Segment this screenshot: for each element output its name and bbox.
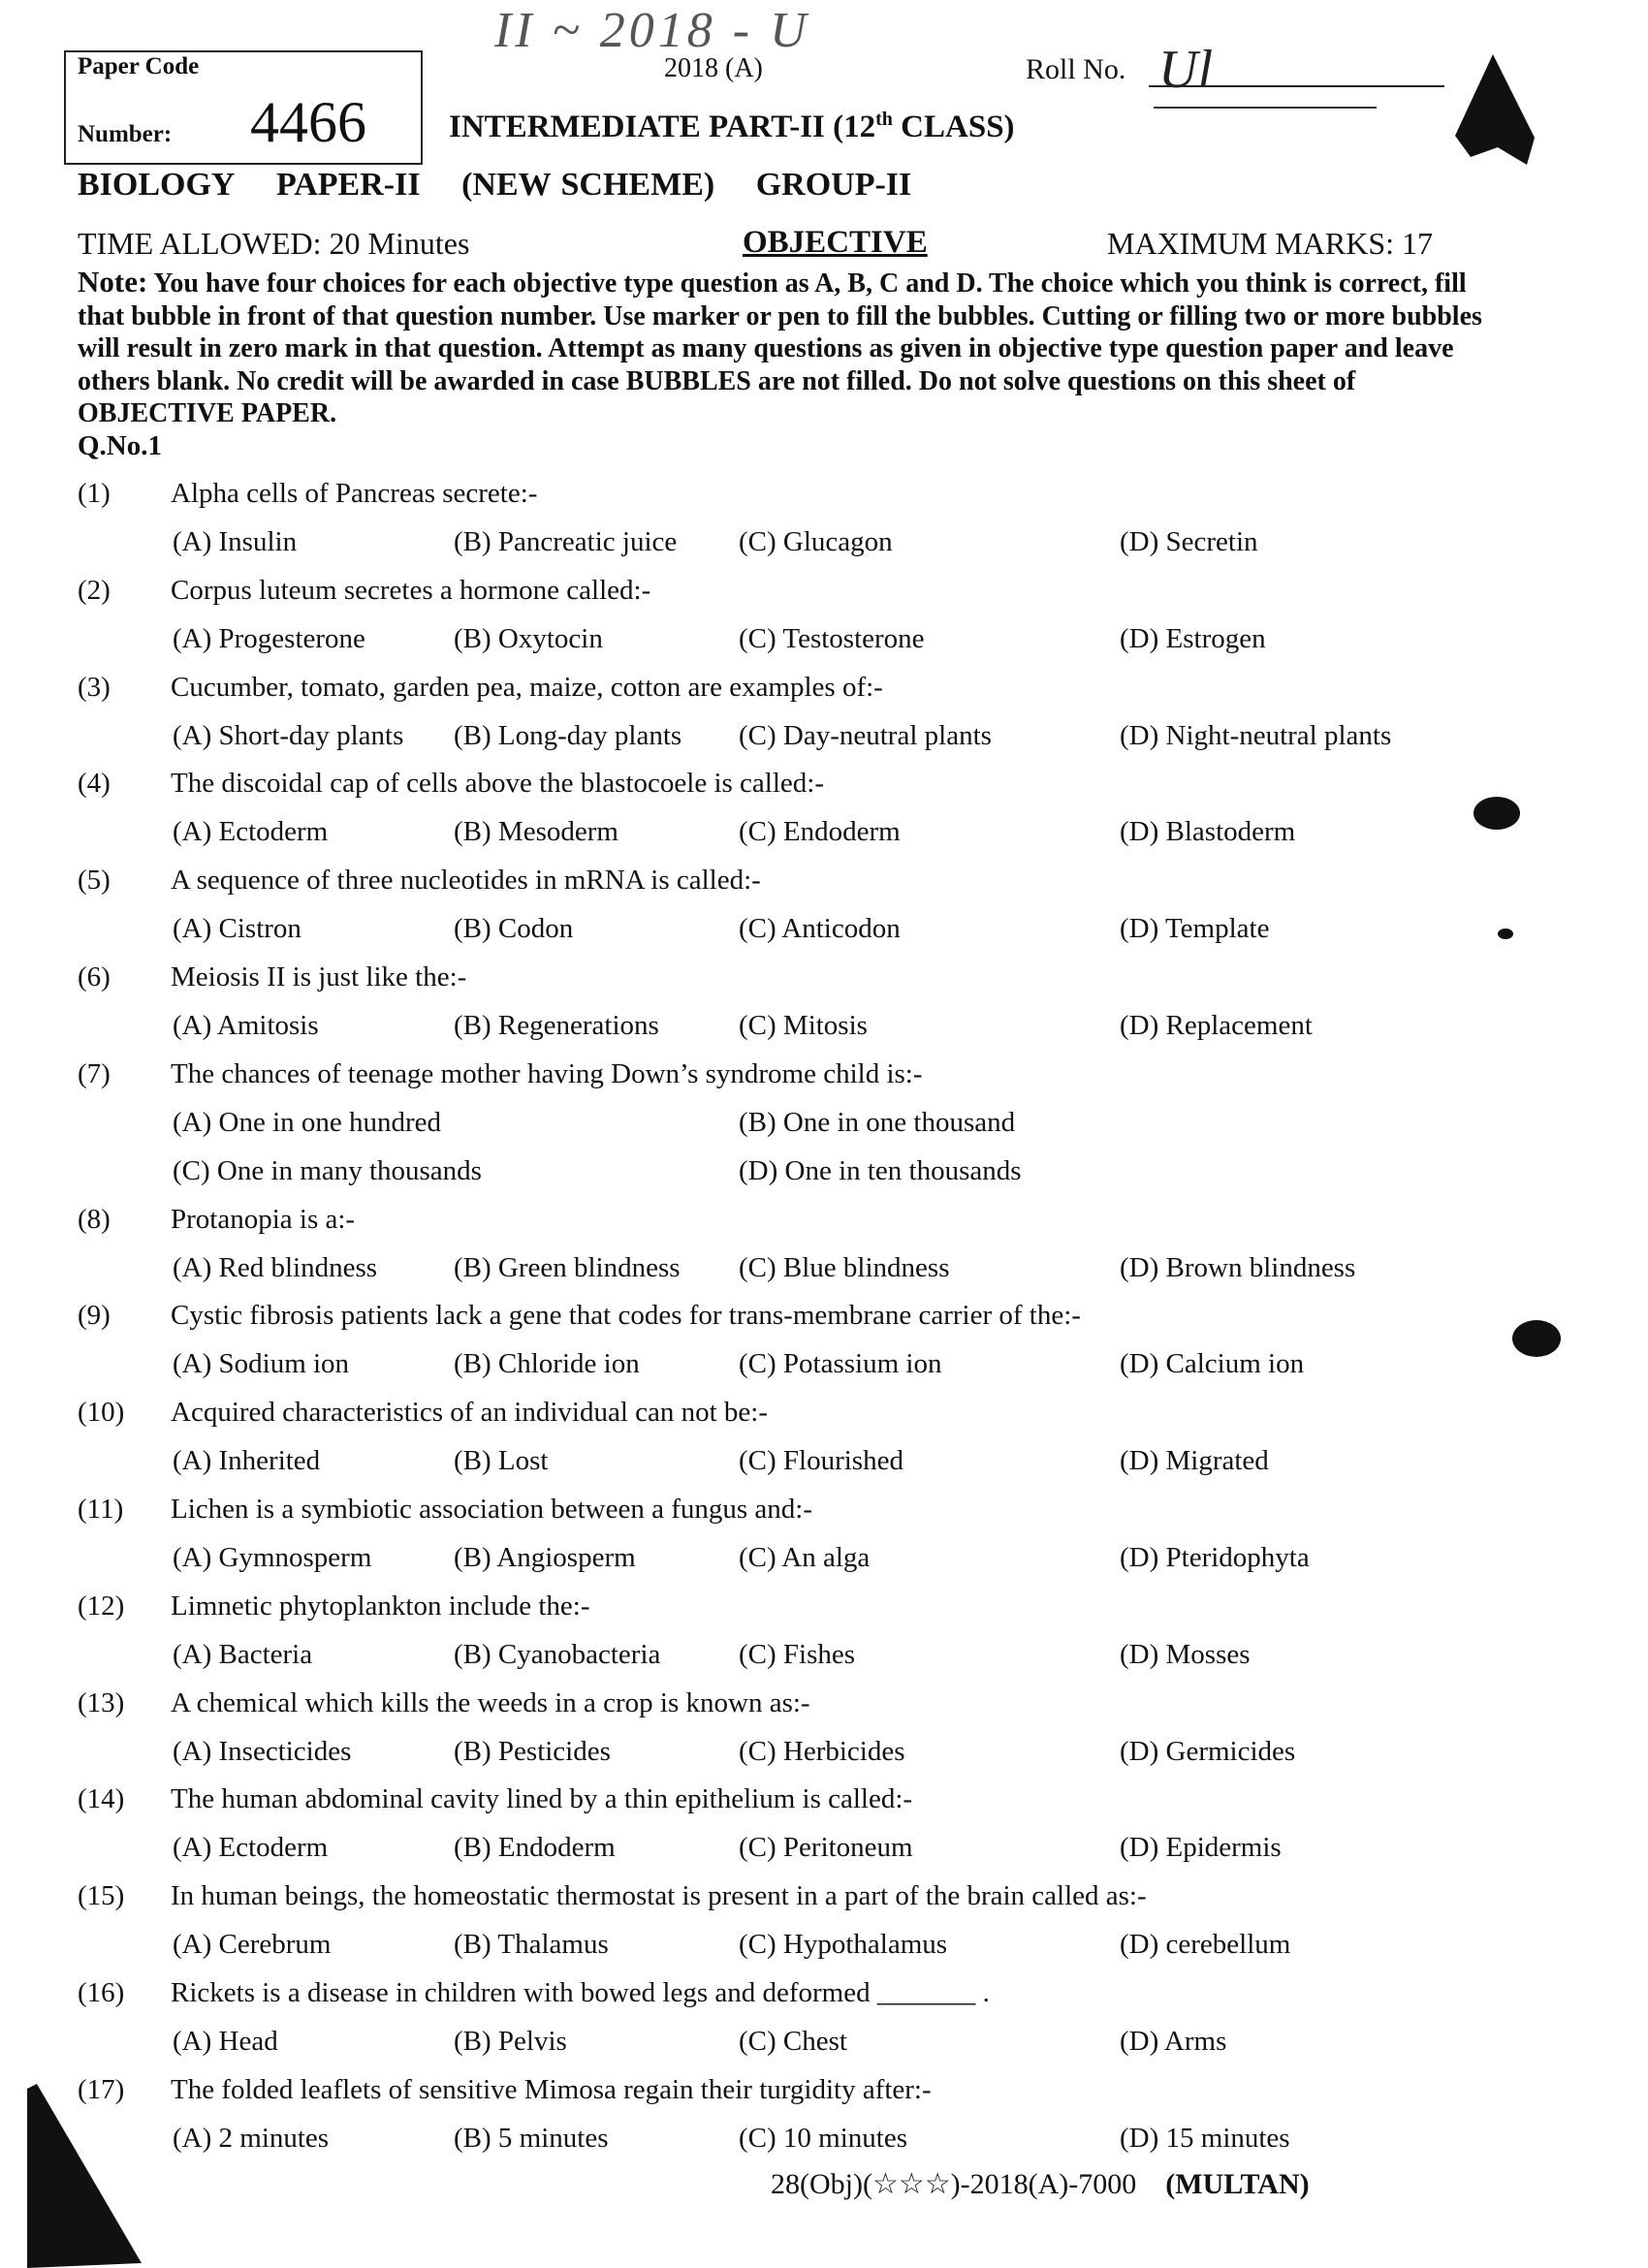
answer-option: (C) Glucagon — [739, 526, 893, 557]
answer-option: (B) Pancreatic juice — [454, 526, 678, 557]
answer-option: (D) Pteridophyta — [1120, 1542, 1310, 1573]
answer-option: (B) Lost — [454, 1445, 549, 1477]
question-text: Lichen is a symbiotic association between a fungus and:- — [171, 1494, 812, 1525]
question-number: (8) — [78, 1203, 111, 1235]
answer-option: (D) Blastoderm — [1120, 816, 1296, 848]
answer-option: (A) Cistron — [173, 913, 301, 945]
answer-option: (A) Insulin — [173, 526, 298, 557]
roll-number-handwritten: Ul — [1158, 40, 1213, 100]
roll-number-underline — [1154, 107, 1377, 109]
answer-option: (B) One in one thousand — [739, 1106, 1016, 1138]
footer — [771, 2167, 1310, 2201]
roll-number-line — [1149, 85, 1444, 87]
paper-code-label: Paper Code — [78, 53, 200, 79]
question-number: (12) — [78, 1590, 125, 1622]
number-label: Number: — [78, 121, 173, 147]
answer-option: (A) Head — [173, 2026, 278, 2057]
question-number: (10) — [78, 1397, 125, 1429]
answer-option: (C) Hypothalamus — [739, 1929, 948, 1961]
answer-option: (B) Thalamus — [454, 1929, 609, 1961]
answer-option: (D) Night-neutral plants — [1120, 719, 1392, 751]
answer-option: (B) Chloride ion — [454, 1348, 640, 1380]
subject-row — [78, 167, 942, 204]
answer-option: (B) Pesticides — [454, 1735, 611, 1767]
answer-option: (D) Template — [1120, 913, 1270, 945]
roll-number-label: Roll No. — [1026, 53, 1126, 85]
time-allowed: TIME ALLOWED: 20 Minutes — [78, 226, 470, 261]
answer-option: (A) Insecticides — [173, 1735, 352, 1767]
exam-title — [449, 109, 1015, 145]
ordinal-suffix: th — [875, 109, 893, 130]
answer-option: (C) Blue blindness — [739, 1251, 950, 1283]
answer-option: (D) Estrogen — [1120, 622, 1266, 654]
answer-option: (B) Regenerations — [454, 1010, 659, 1041]
question-text: Acquired characteristics of an individual can not be:- — [171, 1397, 769, 1429]
question-text: The chances of teenage mother having Down’s syndrome child is:- — [171, 1057, 923, 1089]
paper-code-number: 4466 — [250, 90, 366, 154]
question-number-header: Q.No.1 — [78, 430, 162, 461]
footer-city: (MULTAN) — [1165, 2168, 1310, 2200]
question-number: (5) — [78, 865, 111, 897]
answer-option: (C) Herbicides — [739, 1735, 905, 1767]
question-number: (17) — [78, 2073, 125, 2105]
answer-option: (A) 2 minutes — [173, 2122, 330, 2154]
answer-option: (A) Amitosis — [173, 1010, 319, 1041]
answer-option: (D) Arms — [1120, 2026, 1227, 2057]
answer-option: (B) Long-day plants — [454, 719, 682, 751]
exam-title-text: INTERMEDIATE PART-II (12th CLASS) — [449, 109, 1015, 144]
question-number: (1) — [78, 478, 111, 509]
instructions-note — [78, 266, 1512, 430]
question-text: The human abdominal cavity lined by a thin epithelium is called:- — [171, 1783, 913, 1815]
answer-option: (A) Inherited — [173, 1445, 321, 1477]
answer-option: (A) Gymnosperm — [173, 1542, 372, 1573]
answer-option: (D) Replacement — [1120, 1010, 1313, 1041]
question-text: Cystic fibrosis patients lack a gene that codes for trans-membrane carrier of the:- — [171, 1300, 1081, 1332]
subject: BIOLOGY — [78, 167, 236, 203]
ink-dot-mark — [1498, 929, 1513, 939]
paper: PAPER-II — [275, 167, 421, 203]
question-number: (13) — [78, 1686, 125, 1718]
answer-option: (C) Anticodon — [739, 913, 901, 945]
answer-option: (C) Mitosis — [739, 1010, 868, 1041]
answer-option: (D) Epidermis — [1120, 1832, 1282, 1864]
answer-option: (B) Mesoderm — [454, 816, 618, 848]
max-marks: MAXIMUM MARKS: 17 — [1107, 226, 1434, 261]
answer-option: (D) Mosses — [1120, 1638, 1251, 1670]
note-text: You have four choices for each objective type question as A, B, C and D. The choice which you think is correct, fill that bubble in front of that question number. Use marker or pen to fill the bubbles. Cutting or filling two or more bubbles will result in zero mark in that question. Attempt as many questions as given in objective type question paper and leave others blank. No credit will be awarded in case BUBBLES are not filled. Do not solve questions on this sheet of OBJECTIVE PAPER. — [78, 268, 1482, 428]
answer-option: (C) Potassium ion — [739, 1348, 942, 1380]
question-text: Cucumber, tomato, garden pea, maize, cotton are examples of:- — [171, 671, 883, 703]
scheme: (NEW SCHEME) — [461, 167, 715, 203]
question-number: (14) — [78, 1783, 125, 1815]
answer-option: (A) Ectoderm — [173, 1832, 329, 1864]
scan-artifact-bottom-left — [27, 2060, 143, 2268]
answer-option: (C) Testosterone — [739, 622, 925, 654]
answer-option: (C) Chest — [739, 2026, 847, 2057]
question-text: A chemical which kills the weeds in a crop is known as:- — [171, 1686, 810, 1718]
question-number: (15) — [78, 1880, 125, 1912]
answer-option: (C) Fishes — [739, 1638, 856, 1670]
answer-option: (C) Day-neutral plants — [739, 719, 992, 751]
answer-option: (B) Oxytocin — [454, 622, 603, 654]
answer-option: (A) Ectoderm — [173, 816, 329, 848]
question-number: (2) — [78, 574, 111, 606]
answer-option: (C) Flourished — [739, 1445, 903, 1477]
answer-option: (A) Short-day plants — [173, 719, 404, 751]
answer-option: (B) Pelvis — [454, 2026, 567, 2057]
question-number: (4) — [78, 768, 111, 800]
answer-option: (A) Progesterone — [173, 622, 365, 654]
answer-option: (D) Calcium ion — [1120, 1348, 1305, 1380]
question-text: Meiosis II is just like the:- — [171, 961, 467, 992]
question-text: Rickets is a disease in children with bowed legs and deformed _______ . — [171, 1977, 990, 2008]
answer-option: (D) 15 minutes — [1120, 2122, 1290, 2154]
footer-code: 28(Obj)(☆☆☆)-2018(A)-7000 — [771, 2168, 1137, 2200]
answer-option: (B) Angiosperm — [454, 1542, 636, 1573]
answer-option: (C) One in many thousands — [173, 1154, 482, 1186]
question-text: In human beings, the homeostatic thermostat is present in a part of the brain called as:- — [171, 1880, 1147, 1912]
answer-option: (C) Endoderm — [739, 816, 901, 848]
punch-hole-mark — [1512, 1320, 1561, 1357]
question-text: Limnetic phytoplankton include the:- — [171, 1590, 590, 1622]
handwritten-annotation: II ~ 2018 - U — [494, 3, 810, 58]
answer-option: (B) Codon — [454, 913, 574, 945]
answer-option: (B) 5 minutes — [454, 2122, 609, 2154]
answer-option: (D) Secretin — [1120, 526, 1258, 557]
question-text: A sequence of three nucleotides in mRNA is called:- — [171, 865, 761, 897]
scan-artifact-top-right — [1449, 50, 1537, 167]
answer-option: (A) One in one hundred — [173, 1106, 442, 1138]
question-text: Protanopia is a:- — [171, 1203, 356, 1235]
question-text: The folded leaflets of sensitive Mimosa regain their turgidity after:- — [171, 2073, 932, 2105]
question-number: (16) — [78, 1977, 125, 2008]
answer-option: (D) Germicides — [1120, 1735, 1296, 1767]
question-text: Alpha cells of Pancreas secrete:- — [171, 478, 538, 509]
answer-option: (A) Sodium ion — [173, 1348, 350, 1380]
answer-option: (D) Brown blindness — [1120, 1251, 1356, 1283]
answer-option: (A) Cerebrum — [173, 1929, 332, 1961]
question-text: The discoidal cap of cells above the blastocoele is called:- — [171, 768, 824, 800]
answer-option: (C) Peritoneum — [739, 1832, 913, 1864]
note-label: Note: — [78, 265, 148, 299]
answer-option: (B) Cyanobacteria — [454, 1638, 661, 1670]
question-number: (3) — [78, 671, 111, 703]
section-title: OBJECTIVE — [743, 225, 928, 260]
answer-option: (C) An alga — [739, 1542, 871, 1573]
answer-option: (D) One in ten thousands — [739, 1154, 1022, 1186]
answer-option: (D) Migrated — [1120, 1445, 1269, 1477]
session-label: 2018 (A) — [664, 53, 763, 83]
answer-option: (C) 10 minutes — [739, 2122, 907, 2154]
punch-hole-mark — [1474, 797, 1520, 830]
question-number: (9) — [78, 1300, 111, 1332]
group: GROUP-II — [755, 167, 912, 203]
answer-option: (A) Red blindness — [173, 1251, 378, 1283]
question-text: Corpus luteum secretes a hormone called:- — [171, 574, 651, 606]
answer-option: (B) Endoderm — [454, 1832, 616, 1864]
answer-option: (B) Green blindness — [454, 1251, 681, 1283]
question-number: (11) — [78, 1494, 124, 1525]
answer-option: (D) cerebellum — [1120, 1929, 1291, 1961]
question-number: (7) — [78, 1057, 111, 1089]
question-number: (6) — [78, 961, 111, 992]
answer-option: (A) Bacteria — [173, 1638, 313, 1670]
